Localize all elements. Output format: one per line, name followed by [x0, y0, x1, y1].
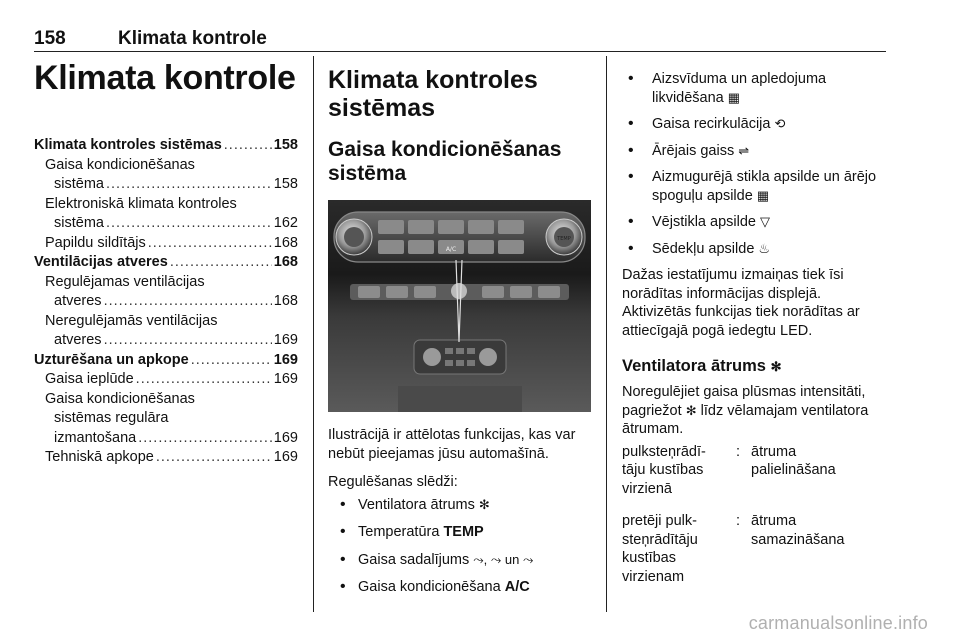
photo-caption: Ilustrācijā ir attēlotas funkcijas, kas var nebūt pieejamas jūsu automašīnā. [328, 427, 576, 462]
page-header [34, 28, 886, 50]
toc-column [34, 58, 298, 468]
seat-heating-icon: ♨ [758, 240, 771, 256]
fan-speed-heading: Ventilatora ātrums ✻ [622, 357, 782, 375]
ac-button-label: A/C [445, 246, 457, 253]
page-number: 158 [34, 28, 66, 49]
fan-direction-list [622, 443, 886, 587]
list-item: • Gaisa sadalījums ⤳, ⤳ un ⤳ [328, 551, 592, 570]
toc-entry[interactable]: Tehniskā apkope ..... 169 [34, 448, 298, 468]
content-column-3 [622, 66, 886, 586]
controls-intro: Regulēšanas slēdži: [328, 474, 458, 490]
toc-entry[interactable]: Gaisa kondicionēšanas sistēmas regulāra izmantošana ..... 169 [34, 390, 298, 449]
list-item: • Ārējais gaiss ⇌ [622, 142, 886, 161]
toc-section[interactable]: Ventilācijas atveres ..... 168 [34, 253, 298, 273]
section-heading: Klimata kontroles sistēmas [328, 66, 538, 122]
column-divider-1 [313, 56, 314, 612]
toc-entry[interactable]: Elektroniskā klimata kontroles sistēma ..... 162 [34, 195, 298, 234]
toc-section[interactable]: Uzturēšana un apkope ..... 169 [34, 351, 298, 371]
windscreen-heating-icon: ▽ [760, 214, 771, 229]
fan-speed-icon: ✻ [770, 359, 782, 374]
list-item: • Gaisa kondicionēšana A/C [328, 578, 592, 597]
list-item: • Gaisa recirkulācija ⟲ [622, 115, 886, 134]
recirculation-icon: ⟲ [774, 116, 786, 131]
definition-row: pretēji pulk- steņrādītāju kustības virzienam : ātruma samazināšana [622, 513, 845, 585]
demist-defrost-icon: ▦ [727, 89, 741, 105]
functions-list [622, 70, 886, 258]
fan-speed-paragraph: Noregulējiet gaisa plūsmas intensitāti, pagriežot ✻ līdz vēlamajam ventilatora ātrumam. [622, 384, 869, 437]
toc-entry[interactable]: Gaisa kondicionēšanas sistēma ..... 158 [34, 156, 298, 195]
toc-entry[interactable]: Regulējamas ventilācijas atveres ..... 168 [34, 273, 298, 312]
watermark: carmanualsonline.info [748, 613, 928, 633]
air-distribution-icon: ⤳, ⤳ un ⤳ [473, 551, 534, 567]
chapter-title: Klimata kontrole [34, 59, 296, 97]
climate-control-photo [328, 200, 591, 412]
rear-window-heating-icon: ▦ [756, 187, 770, 203]
info-paragraph: Dažas iestatījumu izmaiņas tiek īsi norādītas informācijas displejā. Aktivizētās funkcijas tiek norādītas ar attiecīgajā pogā iedegtu LED. [622, 267, 860, 339]
list-item: • Vējstikla apsilde ▽ [622, 213, 886, 232]
subsection-heading: Gaisa kondicionēšanas sistēma [328, 138, 562, 185]
list-item: • Ventilatora ātrums ✻ [328, 496, 592, 515]
controls-list [328, 496, 592, 597]
column-divider-2 [606, 56, 607, 612]
list-item: • Aizsvīduma un apledojuma likvidēšana ▦ [622, 70, 886, 107]
table-of-contents [34, 136, 298, 468]
fan-speed-icon: ✻ [478, 496, 490, 512]
toc-section[interactable]: Klimata kontroles sistēmas ..... 158 [34, 136, 298, 156]
definition-row: pulksteņrādī- tāju kustības virzienā : ātruma palielināšana [622, 443, 836, 497]
temp-knob-label: TEMP [557, 236, 571, 242]
list-item: • Aizmugurējā stikla apsilde un ārējo spoguļu apsilde ▦ [622, 168, 886, 205]
outside-air-icon: ⇌ [738, 142, 750, 158]
list-item: • Sēdekļu apsilde ♨ [622, 240, 886, 259]
fan-speed-icon: ✻ [685, 402, 697, 418]
list-item: • Temperatūra TEMP [328, 523, 592, 542]
running-title: Klimata kontrole [118, 28, 267, 49]
toc-entry[interactable]: Papildu sildītājs ..... 168 [34, 234, 298, 254]
header-rule [34, 51, 886, 52]
content-column-2 [328, 66, 592, 606]
toc-entry[interactable]: Gaisa ieplūde ..... 169 [34, 370, 298, 390]
climate-panel-illustration [328, 200, 591, 412]
toc-entry[interactable]: Neregulējamās ventilācijas atveres ..... 169 [34, 312, 298, 351]
